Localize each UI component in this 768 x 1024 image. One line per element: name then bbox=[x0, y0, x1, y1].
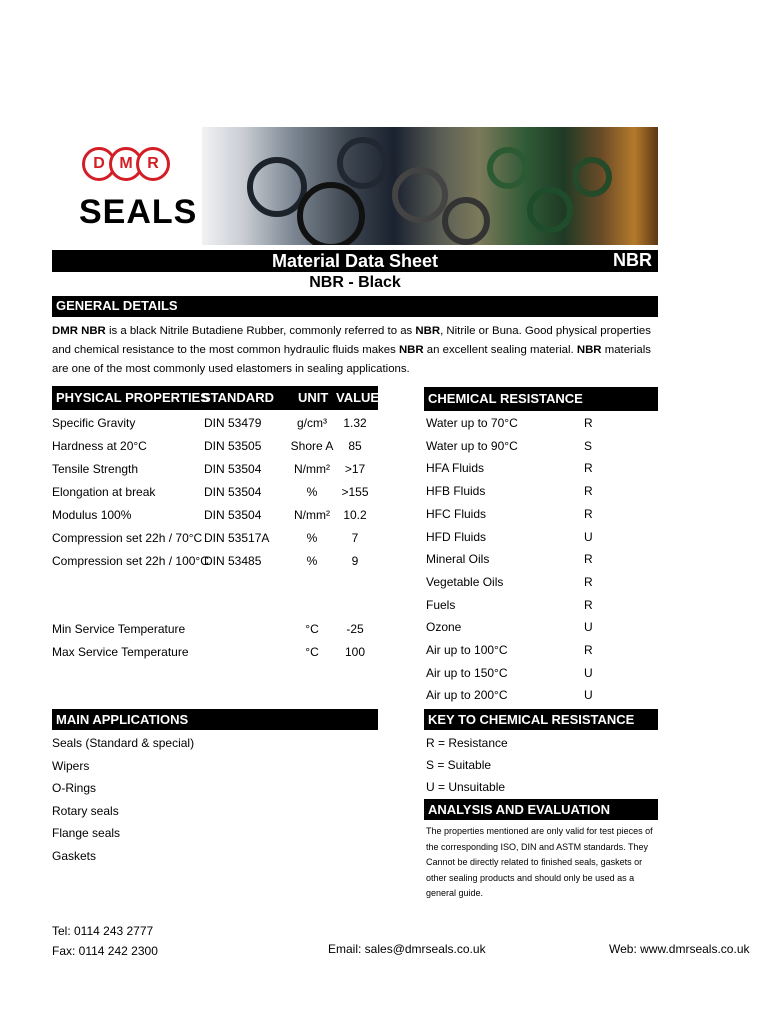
chemical-rating: U bbox=[584, 688, 593, 703]
property-value: 7 bbox=[351, 531, 359, 545]
property-value: 10.2 bbox=[343, 508, 367, 522]
key-item: U = Unsuitable bbox=[426, 780, 506, 794]
footer-tel: Tel: 0114 243 2777 bbox=[52, 924, 154, 938]
dmr-seals-logo bbox=[52, 127, 202, 245]
chemical-resistance-heading bbox=[424, 387, 658, 411]
chemical-name: Air up to 200°C bbox=[426, 688, 508, 703]
application-item: Gaskets bbox=[52, 848, 97, 863]
general-text-run: , Nitrile or Buna. Good physical properties and chemical resistance to the most common hydraulic fluids makes bbox=[52, 325, 651, 356]
general-text-run: DMR NBR bbox=[52, 325, 106, 337]
chemical-rating: U bbox=[584, 665, 593, 680]
general-text-run: NBR bbox=[415, 325, 441, 337]
footer-web[interactable]: Web: www.dmrseals.co.uk bbox=[609, 942, 750, 956]
property-name: Compression set 22h / 100°C bbox=[52, 554, 209, 568]
chemical-name: Water up to 70°C bbox=[426, 416, 518, 430]
logo-letter-m: M bbox=[109, 147, 143, 181]
temperature-name: Max Service Temperature bbox=[52, 645, 189, 659]
property-unit: % bbox=[306, 485, 318, 499]
chemical-rating: R bbox=[584, 643, 593, 657]
chemical-name: Air up to 150°C bbox=[426, 665, 508, 680]
key-heading bbox=[424, 709, 658, 730]
application-item: O-Rings bbox=[52, 781, 97, 795]
chemical-name: Mineral Oils bbox=[426, 552, 490, 567]
property-value: 9 bbox=[351, 554, 359, 568]
property-unit: Shore A bbox=[290, 439, 334, 453]
analysis-heading bbox=[424, 799, 658, 820]
application-item: Rotary seals bbox=[52, 803, 119, 818]
property-unit: % bbox=[306, 554, 318, 568]
property-standard: DIN 53504 bbox=[204, 485, 262, 499]
temperature-name: Min Service Temperature bbox=[52, 622, 186, 636]
main-applications-heading-text: MAIN APPLICATIONS bbox=[56, 712, 189, 727]
property-value: 85 bbox=[348, 439, 362, 453]
temperature-unit: °C bbox=[305, 622, 319, 636]
property-standard: DIN 53504 bbox=[204, 462, 262, 476]
property-unit: % bbox=[306, 531, 318, 545]
property-standard: DIN 53479 bbox=[204, 416, 262, 430]
property-standard: DIN 53485 bbox=[204, 554, 262, 568]
chemical-rating: R bbox=[584, 574, 593, 589]
analysis-text: The properties mentioned are only valid for test pieces of the corresponding ISO, DIN and ASTM standards. They Cannot be directly related to finished seals, gaskets or other sealing products and should only be used as a general guide. bbox=[426, 826, 653, 898]
logo-text: SEALS bbox=[79, 193, 198, 231]
logo-letter-d: D bbox=[82, 147, 116, 181]
analysis-heading-text: ANALYSIS AND EVALUATION bbox=[428, 802, 611, 817]
seal-product-photos bbox=[187, 127, 658, 245]
page-subtitle: NBR - Black bbox=[309, 274, 401, 291]
application-item: Wipers bbox=[52, 758, 90, 773]
chemical-rating: R bbox=[584, 506, 593, 521]
title-bar bbox=[52, 250, 658, 272]
property-unit: g/cm³ bbox=[297, 416, 327, 430]
property-value: >17 bbox=[344, 462, 366, 476]
chemical-rating: R bbox=[584, 552, 593, 567]
key-item: S = Suitable bbox=[426, 758, 492, 772]
chemical-rating: S bbox=[584, 438, 593, 453]
general-text-run: NBR bbox=[398, 344, 424, 356]
application-item: Seals (Standard & special) bbox=[52, 736, 195, 750]
general-details-heading-text: GENERAL DETAILS bbox=[56, 298, 178, 313]
footer-email[interactable]: Email: sales@dmrseals.co.uk bbox=[328, 942, 486, 956]
chemical-rating: U bbox=[584, 529, 593, 544]
logo-letter-r: R bbox=[136, 147, 170, 181]
property-standard: DIN 53504 bbox=[204, 508, 262, 522]
col-header-standard: STANDARD bbox=[202, 390, 274, 405]
chemical-name: HFC Fluids bbox=[426, 506, 487, 521]
chemical-name: Air up to 100°C bbox=[426, 643, 508, 657]
chemical-name: HFB Fluids bbox=[426, 484, 486, 499]
chemical-resistance-heading-text: CHEMICAL RESISTANCE bbox=[428, 391, 583, 406]
col-header-unit: UNIT bbox=[298, 390, 329, 405]
property-name: Specific Gravity bbox=[52, 416, 136, 430]
chemical-name: Water up to 90°C bbox=[426, 438, 518, 453]
chemical-rating: R bbox=[584, 597, 593, 612]
property-name: Tensile Strength bbox=[52, 462, 139, 476]
col-header-value: VALUE bbox=[336, 390, 380, 405]
col-header-property: PHYSICAL PROPERTIES bbox=[56, 390, 209, 405]
chemical-rating: R bbox=[584, 484, 593, 499]
general-text-run: is a black Nitrile Butadiene Rubber, commonly referred to as bbox=[105, 325, 416, 337]
property-name: Hardness at 20°C bbox=[52, 439, 147, 453]
key-heading-text: KEY TO CHEMICAL RESISTANCE bbox=[428, 712, 635, 727]
property-name: Elongation at break bbox=[52, 485, 156, 499]
chemical-name: Vegetable Oils bbox=[426, 574, 504, 589]
general-details-text bbox=[52, 322, 662, 379]
chemical-rating: R bbox=[584, 416, 593, 430]
chemical-name: Fuels bbox=[426, 597, 456, 612]
property-unit: N/mm² bbox=[294, 462, 330, 476]
temperature-value: 100 bbox=[344, 645, 366, 659]
chemical-name: HFA Fluids bbox=[426, 461, 485, 476]
main-applications-heading bbox=[52, 709, 378, 730]
property-name: Modulus 100% bbox=[52, 508, 132, 522]
temperature-unit: °C bbox=[305, 645, 319, 659]
temperature-value: -25 bbox=[346, 622, 364, 636]
property-standard: DIN 53517A bbox=[204, 531, 270, 545]
property-value: >155 bbox=[341, 485, 369, 499]
property-standard: DIN 53505 bbox=[204, 439, 262, 453]
chemical-rating: U bbox=[584, 620, 593, 635]
general-text-run: materials are one of the most commonly used elastomers in sealing applications. bbox=[52, 344, 651, 375]
property-value: 1.32 bbox=[343, 416, 367, 430]
property-unit: N/mm² bbox=[294, 508, 330, 522]
application-item: Flange seals bbox=[52, 826, 121, 840]
material-code: NBR bbox=[613, 250, 652, 270]
key-item: R = Resistance bbox=[426, 736, 508, 750]
general-text-run: an excellent sealing material. bbox=[423, 344, 577, 356]
general-text-run: NBR bbox=[576, 344, 602, 356]
chemical-name: Ozone bbox=[426, 620, 462, 635]
chemical-rating: R bbox=[584, 461, 593, 476]
property-name: Compression set 22h / 70°C bbox=[52, 531, 203, 545]
general-details-heading bbox=[52, 296, 658, 317]
chemical-name: HFD Fluids bbox=[426, 529, 487, 544]
header-banner bbox=[52, 127, 658, 245]
physical-properties-header bbox=[52, 386, 378, 410]
page-title: Material Data Sheet bbox=[271, 251, 439, 271]
footer-fax: Fax: 0114 242 2300 bbox=[52, 944, 158, 958]
